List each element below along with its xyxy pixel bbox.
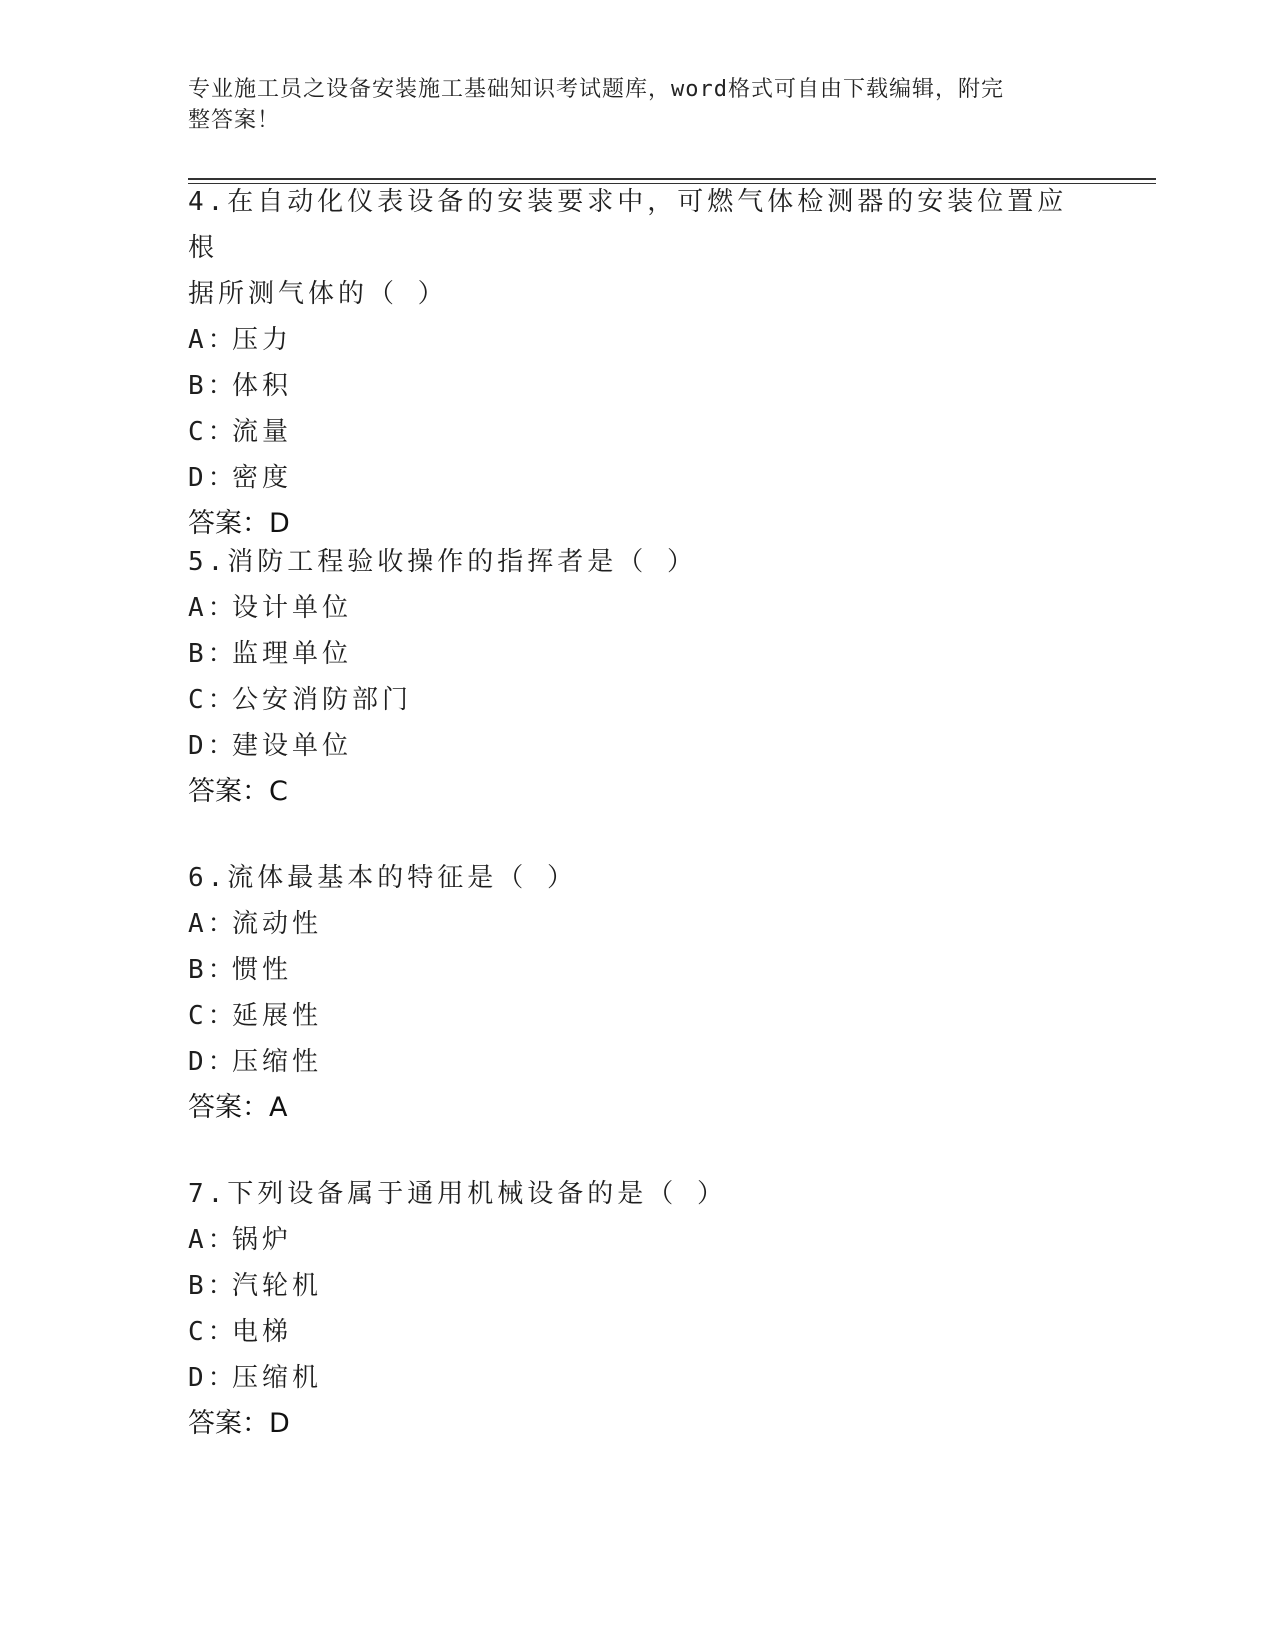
- option-text: 压缩性: [232, 1047, 323, 1077]
- option-text: 建设单位: [232, 731, 353, 761]
- option-label: D：: [188, 1363, 238, 1393]
- option-d: [188, 723, 1068, 769]
- option-label: C：: [188, 685, 238, 715]
- option-text: 密度: [232, 463, 293, 493]
- option-d: [188, 455, 1068, 501]
- option-c: [188, 409, 1068, 455]
- option-b: [188, 1263, 1068, 1309]
- question-stem-continued: 据所测气体的（ ）: [188, 279, 448, 309]
- option-label: C：: [188, 1317, 238, 1347]
- option-label: C：: [188, 417, 238, 447]
- option-b: [188, 947, 1068, 993]
- question-stem: 5.消防工程验收操作的指挥者是（ ）: [188, 547, 697, 577]
- question-4: [188, 179, 1068, 547]
- question-5: [188, 539, 1068, 815]
- option-text: 锅炉: [232, 1225, 293, 1255]
- header-line-1: 专业施工员之设备安装施工基础知识考试题库，word格式可自由下载编辑，附完: [188, 77, 1004, 102]
- option-label: A：: [188, 593, 238, 623]
- option-a: [188, 317, 1068, 363]
- answer-line: 答案：C: [188, 776, 288, 807]
- option-text: 惯性: [232, 955, 293, 985]
- option-label: A：: [188, 909, 238, 939]
- option-label: D：: [188, 463, 238, 493]
- option-label: B：: [188, 955, 238, 985]
- option-text: 流动性: [232, 909, 323, 939]
- option-text: 体积: [232, 371, 293, 401]
- option-label: A：: [188, 1225, 238, 1255]
- question-stem: 7.下列设备属于通用机械设备的是（ ）: [188, 1179, 727, 1209]
- option-c: [188, 993, 1068, 1039]
- option-text: 电梯: [232, 1317, 293, 1347]
- option-b: [188, 363, 1068, 409]
- option-text: 公安消防部门: [232, 685, 413, 715]
- option-label: B：: [188, 1271, 238, 1301]
- question-stem: 6.流体最基本的特征是（ ）: [188, 863, 577, 893]
- question-stem: 4.在自动化仪表设备的安装要求中，可燃气体检测器的安装位置应根: [188, 187, 1068, 263]
- option-text: 流量: [232, 417, 293, 447]
- option-a: [188, 1217, 1068, 1263]
- option-label: A：: [188, 325, 238, 355]
- answer-line: 答案：D: [188, 508, 290, 539]
- question-7: [188, 1171, 1068, 1447]
- option-d: [188, 1039, 1068, 1085]
- option-label: D：: [188, 1047, 238, 1077]
- option-label: C：: [188, 1001, 238, 1031]
- option-text: 监理单位: [232, 639, 353, 669]
- question-6: [188, 855, 1068, 1131]
- option-d: [188, 1355, 1068, 1401]
- option-text: 汽轮机: [232, 1271, 323, 1301]
- option-label: B：: [188, 371, 238, 401]
- option-label: D：: [188, 731, 238, 761]
- option-c: [188, 677, 1068, 723]
- answer-line: 答案：D: [188, 1408, 290, 1439]
- option-a: [188, 901, 1068, 947]
- option-text: 延展性: [232, 1001, 323, 1031]
- option-text: 设计单位: [232, 593, 353, 623]
- option-a: [188, 585, 1068, 631]
- document-header: [188, 74, 1068, 136]
- option-text: 压缩机: [232, 1363, 323, 1393]
- header-line-2: 整答案！: [188, 108, 281, 133]
- option-c: [188, 1309, 1068, 1355]
- answer-line: 答案：A: [188, 1092, 288, 1123]
- option-label: B：: [188, 639, 238, 669]
- option-b: [188, 631, 1068, 677]
- option-text: 压力: [232, 325, 293, 355]
